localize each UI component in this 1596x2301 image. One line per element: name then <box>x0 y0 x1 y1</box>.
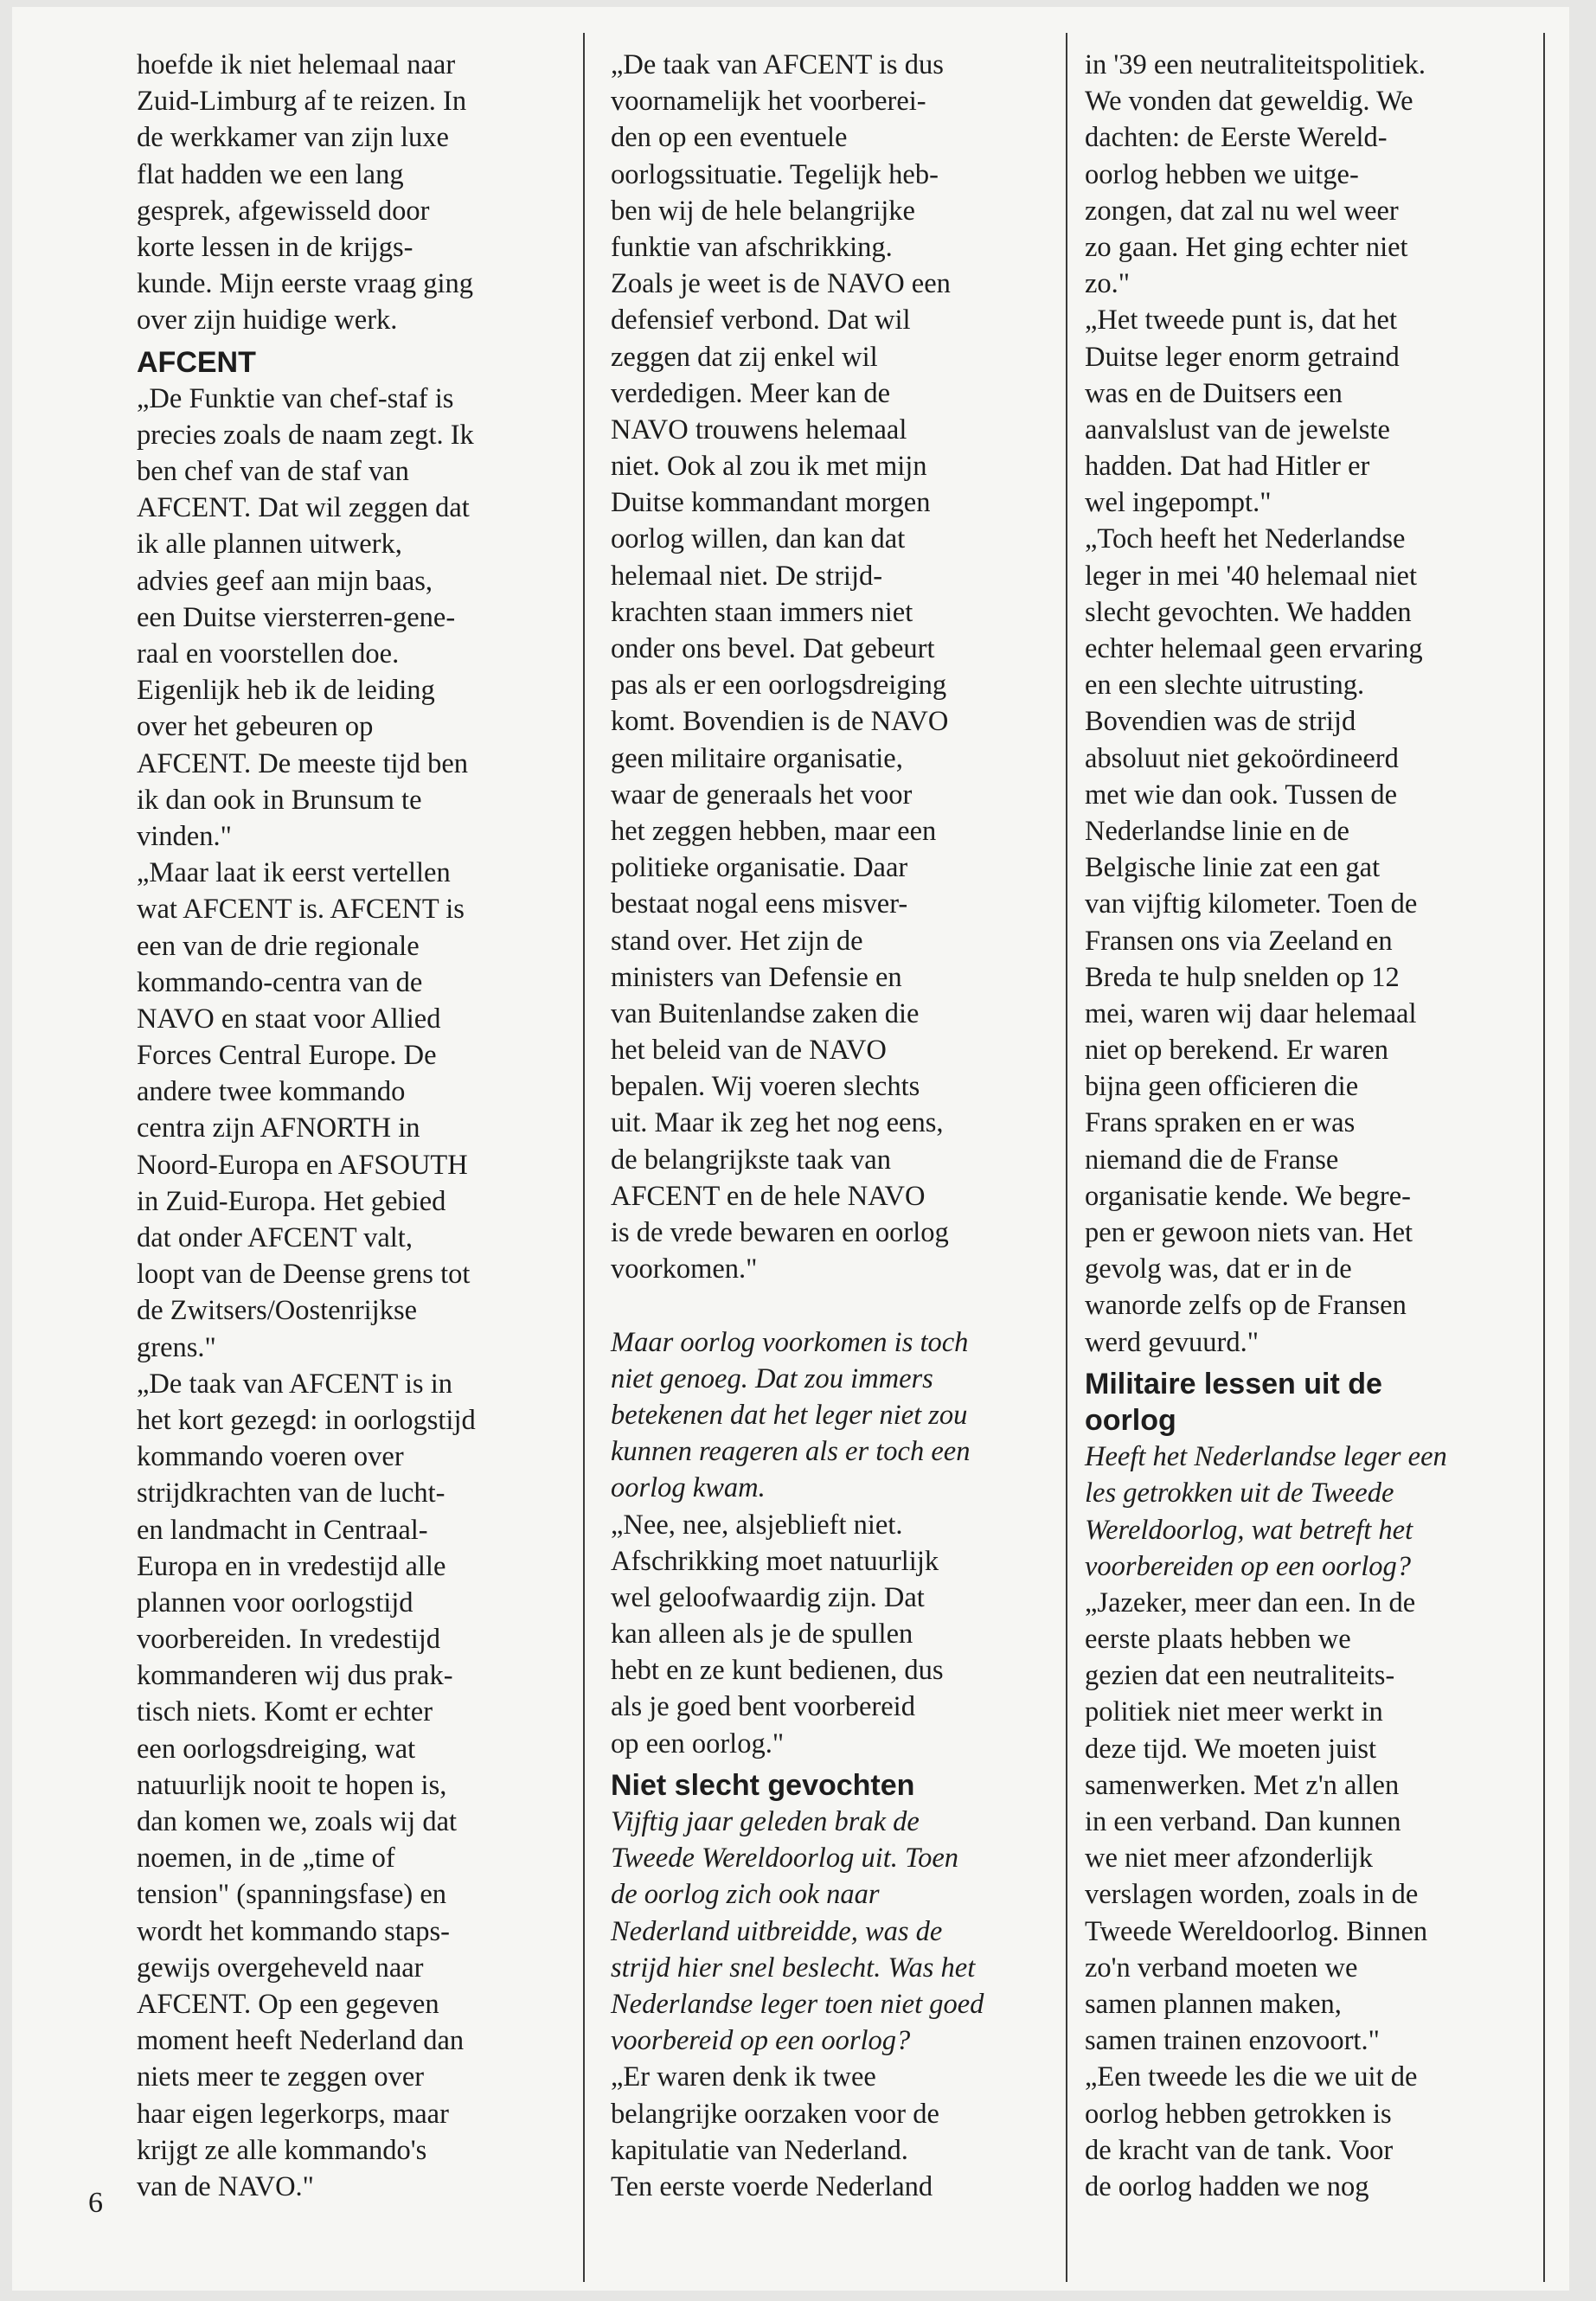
body-text-line: loopt van de Deense grens tot <box>137 1259 471 1291</box>
body-text-line: van de NAVO." <box>137 2170 314 2202</box>
body-text-line: over het gebeuren op <box>137 711 374 743</box>
interview-question-line: de oorlog zich ook naar <box>611 1879 880 1911</box>
text-column-1 <box>137 47 569 2205</box>
section-heading: Militaire lessen uit de <box>1085 1367 1382 1400</box>
body-text-line: gevolg was, dat er in de <box>1085 1253 1352 1285</box>
body-text-line: Fransen ons via Zeeland en <box>1085 925 1393 957</box>
body-text-line: dan komen we, zoals wij dat <box>137 1806 458 1838</box>
body-text-line: Noord-Europa en AFSOUTH <box>137 1149 468 1181</box>
body-text-line: „Het tweede punt is, dat het <box>1085 304 1397 336</box>
body-text-line: AFCENT. Op een gegeven <box>137 1988 439 2020</box>
body-text-line: verdedigen. Meer kan de <box>611 377 891 409</box>
body-text-line: de belangrijkste taak van <box>611 1144 891 1176</box>
body-text-line: Nederlandse linie en de <box>1085 815 1349 847</box>
body-text-line: op een oorlog." <box>611 1727 785 1759</box>
body-text-line: kunde. Mijn eerste vraag ging <box>137 268 473 300</box>
body-text-line: deze tijd. We moeten juist <box>1085 1733 1377 1765</box>
body-text-line: de kracht van de tank. Voor <box>1085 2134 1394 2166</box>
body-text-line: Europa en in vredestijd alle <box>137 1550 446 1582</box>
body-text-line: kapitulatie van Nederland. <box>611 2134 908 2166</box>
body-text-line: kommando voeren over <box>137 1441 404 1473</box>
body-text-line: pen er gewoon niets van. Het <box>1085 1217 1413 1248</box>
body-text-line: Zoals je weet is de NAVO een <box>611 268 951 300</box>
body-text-line: belangrijke oorzaken voor de <box>611 2098 939 2130</box>
body-text-line: en een slechte uitrusting. <box>1085 670 1365 702</box>
body-text-line: wat AFCENT is. AFCENT is <box>137 894 465 926</box>
body-text-line: dat onder AFCENT valt, <box>137 1222 413 1254</box>
body-text-line: helemaal niet. De strijd- <box>611 560 883 592</box>
body-text-line: stand over. Het zijn de <box>611 925 863 957</box>
body-text-line: een oorlogsdreiging, wat <box>137 1733 416 1765</box>
interview-question-line: Tweede Wereldoorlog uit. Toen <box>611 1843 959 1875</box>
body-text-line: advies geef aan mijn baas, <box>137 565 433 597</box>
body-text-line: wel ingepompt." <box>1085 487 1272 519</box>
body-text-line: We vonden dat geweldig. We <box>1085 86 1413 118</box>
body-text-line: het zeggen hebben, maar een <box>611 815 937 847</box>
body-text-line: de werkkamer van zijn luxe <box>137 122 449 154</box>
body-text-line: absoluut niet gekoördineerd <box>1085 742 1399 774</box>
body-text-line: Afschrikking moet natuurlijk <box>611 1545 939 1577</box>
body-text-line: krijgt ze alle kommando's <box>137 2134 427 2166</box>
body-text-line: echter helemaal geen ervaring <box>1085 633 1423 664</box>
body-text-line: zongen, dat zal nu wel weer <box>1085 195 1399 227</box>
body-text-line: Zuid-Limburg af te reizen. In <box>137 86 467 118</box>
body-text-line: we niet meer afzonderlijk <box>1085 1843 1373 1875</box>
body-text-line: oorlog hebben we uitge- <box>1085 158 1359 190</box>
body-text-line: organisatie kende. We begre- <box>1085 1180 1412 1212</box>
interview-question-line: voorbereid op een oorlog? <box>611 2025 911 2057</box>
body-text-line: oorlogssituatie. Tegelijk heb- <box>611 158 939 190</box>
body-text-line: was en de Duitsers een <box>1085 377 1343 409</box>
body-text-line: het beleid van de NAVO <box>611 1035 887 1067</box>
body-text-line: Forces Central Europe. De <box>137 1040 437 1072</box>
body-text-line: bijna geen officieren die <box>1085 1071 1359 1103</box>
body-text-line: AFCENT en de hele NAVO <box>611 1180 926 1212</box>
body-text-line: kommando-centra van de <box>137 966 423 998</box>
body-text-line: kan alleen als je de spullen <box>611 1618 913 1650</box>
body-text-line: in Zuid-Europa. Het gebied <box>137 1185 446 1217</box>
body-text-line: raal en voorstellen doe. <box>137 638 400 670</box>
body-text-line: aanvalslust van de jewelste <box>1085 413 1390 445</box>
interview-question-line: les getrokken uit de Tweede <box>1085 1477 1394 1509</box>
body-text-line: in '39 een neutraliteitspolitiek. <box>1085 49 1426 80</box>
body-text-line: als je goed bent voorbereid <box>611 1691 915 1723</box>
body-text-line: „Maar laat ik eerst vertellen <box>137 857 451 889</box>
body-text-line: hadden. Dat had Hitler er <box>1085 451 1370 483</box>
body-text-line: samen plannen maken, <box>1085 1988 1342 2020</box>
body-text-line: „Er waren denk ik twee <box>611 2061 876 2093</box>
body-text-line: een Duitse viersterren-gene- <box>137 601 456 633</box>
body-text-line: wanorde zelfs op de Fransen <box>1085 1290 1407 1322</box>
body-text-line: centra zijn AFNORTH in <box>137 1112 420 1144</box>
text-column-2 <box>611 47 1069 2205</box>
magazine-page <box>12 7 1569 2291</box>
body-text-line: eerste plaats hebben we <box>1085 1624 1351 1656</box>
body-text-line: onder ons bevel. Dat gebeurt <box>611 633 935 664</box>
body-text-line: en landmacht in Centraal- <box>137 1514 428 1546</box>
interview-question-line: betekenen dat het leger niet zou <box>611 1399 968 1431</box>
body-text-line: „De Funktie van chef-staf is <box>137 382 454 414</box>
body-text-line: gezien dat een neutraliteits- <box>1085 1660 1395 1692</box>
body-text-line: mei, waren wij daar helemaal <box>1085 997 1417 1029</box>
body-text-line: haar eigen legerkorps, maar <box>137 2098 449 2130</box>
section-heading: Niet slecht gevochten <box>611 1768 915 1802</box>
body-text-line: samenwerken. Met z'n allen <box>1085 1769 1400 1801</box>
body-text-line: samen trainen enzovoort." <box>1085 2025 1380 2057</box>
body-text-line: korte lessen in de krijgs- <box>137 231 413 263</box>
section-heading: oorlog <box>1085 1403 1176 1437</box>
body-text-line: oorlog hebben getrokken is <box>1085 2098 1392 2130</box>
body-text-line: gewijs overgeheveld naar <box>137 1952 424 1984</box>
body-text-line: voorkomen." <box>611 1253 758 1285</box>
page-number: 6 <box>88 2187 103 2219</box>
body-text-line: zo gaan. Het ging echter niet <box>1085 231 1408 263</box>
body-text-line: ministers van Defensie en <box>611 961 902 993</box>
body-text-line: AFCENT. De meeste tijd ben <box>137 747 469 779</box>
interview-question-line: Nederlandse leger toen niet goed <box>611 1988 984 2020</box>
body-text-line: komt. Bovendien is de NAVO <box>611 706 949 738</box>
body-text-line: uit. Maar ik zeg het nog eens, <box>611 1107 944 1139</box>
body-text-line: verslagen worden, zoals in de <box>1085 1879 1419 1911</box>
body-text-line: Belgische linie zat een gat <box>1085 852 1381 884</box>
body-text-line: Frans spraken en er was <box>1085 1107 1356 1139</box>
body-text-line: dachten: de Eerste Wereld- <box>1085 122 1388 154</box>
body-text-line: van vijftig kilometer. Toen de <box>1085 888 1418 920</box>
body-text-line: met wie dan ook. Tussen de <box>1085 779 1398 811</box>
body-text-line: de Zwitsers/Oostenrijkse <box>137 1295 418 1327</box>
body-text-line: zo'n verband moeten we <box>1085 1952 1358 1984</box>
body-text-line: hoefde ik niet helemaal naar <box>137 49 456 80</box>
body-text-line: grens." <box>137 1331 216 1363</box>
interview-question-line: Heeft het Nederlandse leger een <box>1085 1441 1447 1473</box>
body-text-line: „De taak van AFCENT is dus <box>611 49 944 80</box>
column-rule <box>583 33 585 2282</box>
body-text-line: leger in mei '40 helemaal niet <box>1085 560 1417 592</box>
body-text-line: krachten staan immers niet <box>611 596 913 628</box>
body-text-line: andere twee kommando <box>137 1076 406 1108</box>
body-text-line: zeggen dat zij enkel wil <box>611 341 878 373</box>
body-text-line: tension" (spanningsfase) en <box>137 1879 447 1911</box>
body-text-line: flat hadden we een lang <box>137 158 404 190</box>
body-text-line: waar de generaals het voor <box>611 779 913 811</box>
body-text-line: politieke organisatie. Daar <box>611 852 908 884</box>
body-text-line: NAVO trouwens helemaal <box>611 413 907 445</box>
body-text-line: funktie van afschrikking. <box>611 231 893 263</box>
body-text-line: voorbereiden. In vredestijd <box>137 1624 441 1656</box>
body-text-line: kommanderen wij dus prak- <box>137 1660 453 1692</box>
section-heading: AFCENT <box>137 345 256 379</box>
body-text-line: den op een eventuele <box>611 122 848 154</box>
body-text-line: het kort gezegd: in oorlogstijd <box>137 1404 476 1436</box>
body-text-line: „Toch heeft het Nederlandse <box>1085 523 1406 555</box>
body-text-line: voornamelijk het voorberei- <box>611 86 926 118</box>
body-text-line: niets meer te zeggen over <box>137 2061 425 2093</box>
body-text-line: zo." <box>1085 268 1131 300</box>
body-text-line: Breda te hulp snelden op 12 <box>1085 961 1400 993</box>
interview-question-line: Wereldoorlog, wat betreft het <box>1085 1514 1413 1546</box>
body-text-line: een van de drie regionale <box>137 930 420 962</box>
column-rule <box>1543 33 1545 2282</box>
body-text-line: bestaat nogal eens misver- <box>611 888 908 920</box>
body-text-line: vinden." <box>137 820 232 852</box>
body-text-line: natuurlijk nooit te hopen is, <box>137 1769 447 1801</box>
body-text-line: plannen voor oorlogstijd <box>137 1586 413 1618</box>
body-text-line: is de vrede bewaren en oorlog <box>611 1217 949 1248</box>
body-text-line: moment heeft Nederland dan <box>137 2025 465 2057</box>
interview-question-line: niet genoeg. Dat zou immers <box>611 1362 933 1394</box>
body-text-line: ben wij de hele belangrijke <box>611 195 915 227</box>
body-text-line: politiek niet meer werkt in <box>1085 1696 1383 1728</box>
body-text-line: de oorlog hadden we nog <box>1085 2170 1369 2202</box>
body-text-line: ben chef van de staf van <box>137 456 409 488</box>
body-text-line: ik alle plannen uitwerk, <box>137 529 402 561</box>
interview-question-line: oorlog kwam. <box>611 1472 766 1504</box>
interview-question-line: Maar oorlog voorkomen is toch <box>611 1326 969 1358</box>
body-text-line: bepalen. Wij voeren slechts <box>611 1071 920 1103</box>
body-text-line: Bovendien was de strijd <box>1085 706 1356 738</box>
body-text-line: noemen, in de „time of <box>137 1843 395 1875</box>
body-text-line: pas als er een oorlogsdreiging <box>611 670 947 702</box>
body-text-line: „Jazeker, meer dan een. In de <box>1085 1586 1416 1618</box>
body-text-line: „Nee, nee, alsjeblieft niet. <box>611 1509 903 1541</box>
body-text-line: werd gevuurd." <box>1085 1326 1259 1358</box>
body-text-line: over zijn huidige werk. <box>137 304 398 336</box>
body-text-line: wel geloofwaardig zijn. Dat <box>611 1581 925 1613</box>
body-text-line: „Een tweede les die we uit de <box>1085 2061 1418 2093</box>
body-text-line: niemand die de Franse <box>1085 1144 1339 1176</box>
body-text-line: in een verband. Dan kunnen <box>1085 1806 1401 1838</box>
interview-question-line: Vijftig jaar geleden brak de <box>611 1806 920 1838</box>
text-column-3 <box>1085 47 1543 2205</box>
body-text-line: NAVO en staat voor Allied <box>137 1003 441 1035</box>
body-text-line: tisch niets. Komt er echter <box>137 1696 433 1728</box>
body-text-line: hebt en ze kunt bedienen, dus <box>611 1655 944 1687</box>
body-text-line: precies zoals de naam zegt. Ik <box>137 419 474 451</box>
body-text-line: van Buitenlandse zaken die <box>611 997 920 1029</box>
body-text-line: Duitse kommandant morgen <box>611 487 931 519</box>
body-text-line: wordt het kommando staps- <box>137 1915 450 1947</box>
body-text-line: niet op berekend. Er waren <box>1085 1035 1389 1067</box>
body-text-line: strijdkrachten van de lucht- <box>137 1477 445 1509</box>
body-text-line: AFCENT. Dat wil zeggen dat <box>137 492 470 524</box>
body-text-line: ik dan ook in Brunsum te <box>137 784 422 816</box>
body-text-line: geen militaire organisatie, <box>611 742 903 774</box>
paragraph-gap <box>611 1287 1069 1324</box>
body-text-line: Tweede Wereldoorlog. Binnen <box>1085 1915 1428 1947</box>
body-text-line: Ten eerste voerde Nederland <box>611 2170 933 2202</box>
interview-question-line: voorbereiden op een oorlog? <box>1085 1550 1411 1582</box>
body-text-line: gesprek, afgewisseld door <box>137 195 430 227</box>
body-text-line: slecht gevochten. We hadden <box>1085 596 1412 628</box>
interview-question-line: strijd hier snel beslecht. Was het <box>611 1952 976 1984</box>
body-text-line: Eigenlijk heb ik de leiding <box>137 675 435 707</box>
interview-question-line: kunnen reageren als er toch een <box>611 1436 971 1468</box>
body-text-line: defensief verbond. Dat wil <box>611 304 911 336</box>
interview-question-line: Nederland uitbreidde, was de <box>611 1915 943 1947</box>
body-text-line: Duitse leger enorm getraind <box>1085 341 1400 373</box>
body-text-line: oorlog willen, dan kan dat <box>611 523 906 555</box>
body-text-line: niet. Ook al zou ik met mijn <box>611 451 927 483</box>
body-text-line: „De taak van AFCENT is in <box>137 1368 452 1400</box>
